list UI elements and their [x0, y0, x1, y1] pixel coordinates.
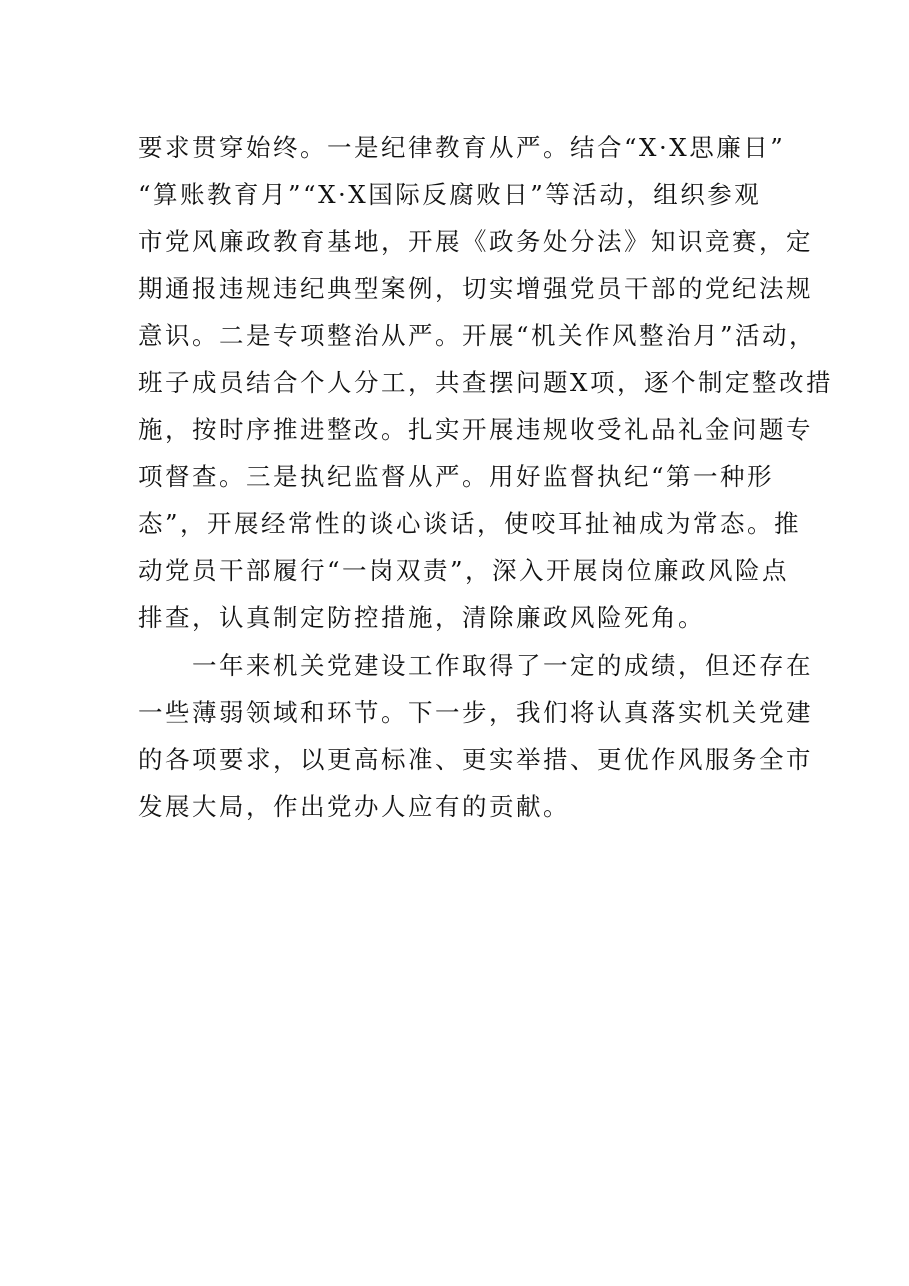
text-line: 期通报违规违纪典型案例，切实增强党员干部的党纪法规 [138, 274, 813, 303]
text-line: “算账教育月”“X·X国际反腐败日”等活动，组织参观 [138, 180, 762, 209]
text-line: 态”，开展经常性的谈心谈话，使咬耳扯袖成为常态。推 [138, 509, 802, 538]
paragraph-2 [138, 642, 813, 830]
text-line: 市党风廉政教育基地，开展《政务处分法》知识竞赛，定 [138, 227, 813, 256]
text-line: 一年来机关党建设工作取得了一定的成绩，但还存在 [138, 651, 813, 680]
document-body [138, 124, 833, 830]
text-line: 施，按时序推进整改。扎实开展违规收受礼品礼金问题专 [138, 415, 813, 444]
text-line: 动党员干部履行“一岗双责”，深入开展岗位廉政风险点 [138, 556, 790, 585]
text-line: 班子成员结合个人分工，共查摆问题X项，逐个制定整改措 [138, 368, 833, 397]
text-line: 意识。二是专项整治从严。开展“机关作风整治月”活动， [138, 321, 817, 350]
text-line: 排查，认真制定防控措施，清除廉政风险死角。 [138, 603, 705, 632]
text-line: 项督查。三是执纪监督从严。用好监督执纪“第一种形 [138, 462, 775, 491]
paragraph-1 [138, 124, 833, 641]
text-line: 一些薄弱领域和环节。下一步，我们将认真落实机关党建 [138, 698, 813, 727]
text-line: 要求贯穿始终。一是纪律教育从严。结合“X·X思廉日” [138, 133, 786, 162]
text-line: 的各项要求，以更高标准、更实举措、更优作风服务全市 [138, 745, 813, 774]
text-line: 发展大局，作出党办人应有的贡献。 [138, 792, 570, 821]
